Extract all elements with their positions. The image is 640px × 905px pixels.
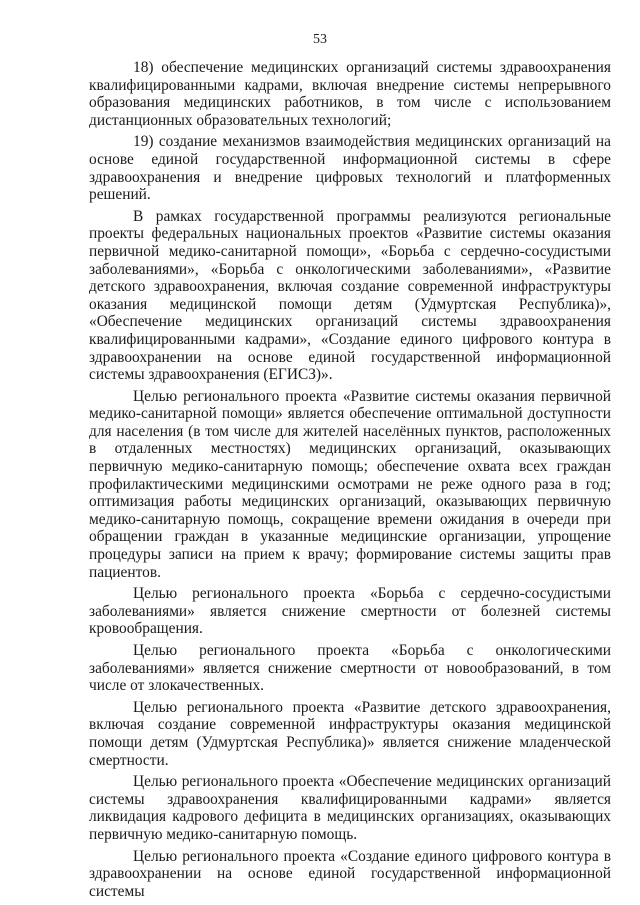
document-body xyxy=(89,59,611,904)
paragraph-cardiovascular-goal: Целью регионального проекта «Борьба с сердечно-сосудистыми заболеваниями» является снижение смертности от болезней системы кровообращения. xyxy=(89,585,611,638)
paragraph-item-19: 19) создание механизмов взаимодействия медицинских организаций на основе единой государственной информационной системы в сфере здравоохранения и внедрение цифровых технологий и платформенных решений. xyxy=(89,133,611,204)
paragraph-regional-projects-list: В рамках государственной программы реализуются региональные проекты федеральных национальных проектов «Развитие системы оказания первичной медико-санитарной помощи», «Борьба с сердечно-сосудистыми заболеваниями», «Борьба с онкологическими заболеваниями», «Развитие детского здравоохранения, включая создание современной инфраструктуры оказания медицинской помощи детям (Удмуртская Республика)», «Обеспечение медицинских организаций системы здравоохранения квалифицированными кадрами», «Создание единого цифрового контура в здравоохранении на основе единой государственной информационной системы здравоохранения (ЕГИСЗ)». xyxy=(89,207,611,384)
paragraph-item-18: 18) обеспечение медицинских организаций системы здравоохранения квалифицированными кадрами, включая внедрение системы непрерывного образования медицинских работников, в том числе с использованием дистанционных образовательных технологий; xyxy=(89,59,611,129)
paragraph-child-health-goal: Целью регионального проекта «Развитие детского здравоохранения, включая создание современной инфраструктуры оказания медицинской помощи детям (Удмуртская Республика)» является снижение младенческой смертности. xyxy=(89,698,611,769)
page-number: 53 xyxy=(313,32,327,47)
paragraph-primary-care-goal: Целью регионального проекта «Развитие системы оказания первичной медико-санитарной помощи» является обеспечение оптимальной доступности для населения (в том числе для жителей населённых пунктов, расположенных в отдаленных местностях) медицинских организаций, оказывающих первичную медико-санитарную помощь; обеспечение охвата всех граждан профилактическими медицинскими осмотрами не реже одного раза в год; оптимизация работы медицинских организаций, оказывающих первичную медико-санитарную помощь, сокращение времени ожидания в очереди при обращении граждан в указанные медицинские организации, упрощение процедуры записи на прием к врачу; формирование системы защиты прав пациентов. xyxy=(89,387,611,581)
paragraph-staffing-goal: Целью регионального проекта «Обеспечение медицинских организаций системы здравоохранения квалифицированными кадрами» является ликвидация кадрового дефицита в медицинских организациях, оказывающих первичную медико-санитарную помощь. xyxy=(89,773,611,843)
paragraph-oncology-goal: Целью регионального проекта «Борьба с онкологическими заболеваниями» является снижение смертности от новообразований, в том числе от злокачественных. xyxy=(89,642,611,695)
paragraph-digital-contour-goal: Целью регионального проекта «Создание единого цифрового контура в здравоохранении на основе единой государственной информационной системы xyxy=(89,847,611,900)
